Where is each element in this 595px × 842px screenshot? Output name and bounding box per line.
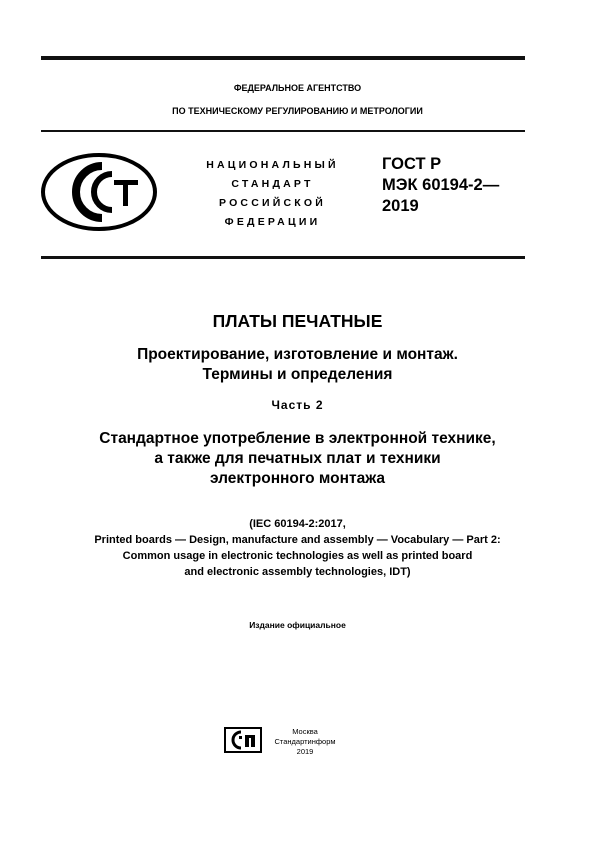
standartinform-logo-icon — [224, 727, 262, 753]
subtitle-line-2: Термины и определения — [202, 366, 393, 383]
designation-line-2: МЭК 60194-2— — [382, 176, 500, 194]
designation-line-1: ГОСТ Р — [382, 155, 442, 173]
rst-mark-icon — [40, 152, 158, 232]
publisher-name: Стандартинформ — [274, 737, 336, 746]
agency-line-2: ПО ТЕХНИЧЕСКОМУ РЕГУЛИРОВАНИЮ И МЕТРОЛОГИИ — [172, 106, 423, 116]
document-title: ПЛАТЫ ПЕЧАТНЫЕ — [212, 311, 383, 331]
agency-line-1: ФЕДЕРАЛЬНОЕ АГЕНТСТВО — [233, 83, 362, 93]
publisher-city: Москва — [292, 727, 318, 736]
document-subtitle — [0, 345, 595, 385]
top-rule — [41, 56, 525, 60]
publisher-imprint — [266, 727, 344, 757]
national-standard-line-1: НАЦИОНАЛЬНЫЙ — [206, 159, 339, 171]
part-title-line-3: электронного монтажа — [209, 470, 386, 487]
national-standard-line-2: СТАНДАРТ — [231, 178, 314, 190]
iec-reference — [0, 516, 595, 580]
national-standard-line-4: ФЕДЕРАЦИИ — [224, 216, 321, 228]
national-standard-label — [180, 156, 365, 232]
part-title-line-1: Стандартное употребление в электронной технике, — [99, 430, 496, 447]
upper-divider — [41, 130, 525, 132]
lower-divider — [41, 256, 525, 259]
national-standard-line-3: РОССИЙСКОЙ — [219, 197, 326, 209]
subtitle-line-1: Проектирование, изготовление и монтаж. — [137, 346, 458, 363]
iec-line-3: Common usage in electronic technologies as well as printed board — [122, 550, 473, 562]
iec-line-4: and electronic assembly technologies, IDT) — [184, 566, 411, 578]
iec-line-2: Printed boards — Design, manufacture and assembly — Vocabulary — Part 2: — [94, 534, 501, 546]
edition-note: Издание официальное — [249, 620, 346, 630]
standard-designation — [382, 154, 499, 217]
part-title — [0, 429, 595, 489]
publisher-year: 2019 — [296, 747, 314, 756]
iec-line-1: (IEC 60194-2:2017, — [249, 518, 346, 530]
part-title-line-2: а также для печатных плат и техники — [154, 450, 441, 467]
designation-line-3: 2019 — [382, 197, 419, 215]
part-label: Часть 2 — [271, 398, 324, 412]
